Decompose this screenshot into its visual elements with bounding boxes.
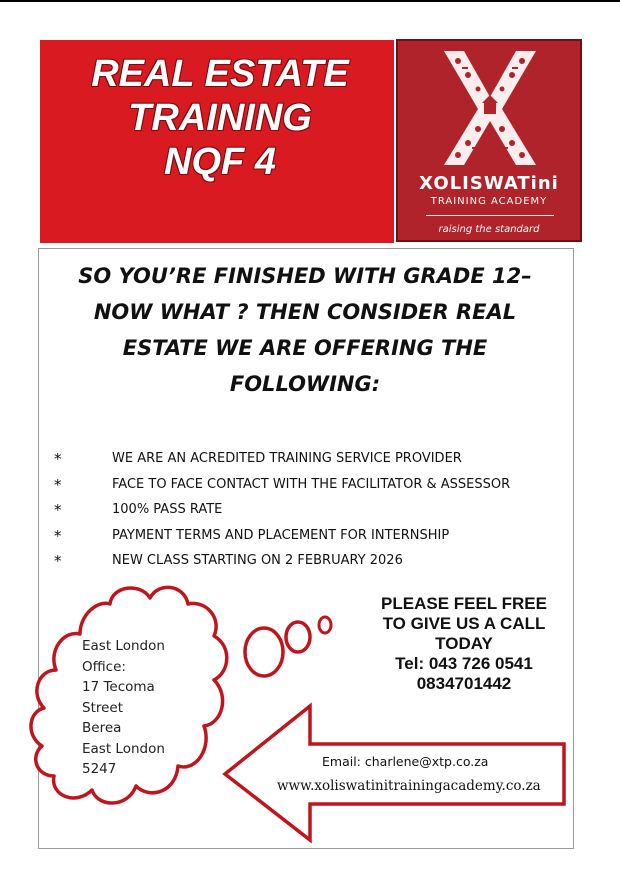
banner-title-line: NQF 4 [164, 141, 276, 183]
bullet-star: * [54, 450, 62, 468]
headline-line: FOLLOWING: [229, 372, 381, 396]
headline-line: NOW WHAT ? THEN CONSIDER REAL [93, 300, 517, 324]
arrow-shape [225, 706, 564, 840]
thought-bubble-large [245, 628, 283, 676]
bullet-star: * [54, 552, 62, 570]
address-line: East London [82, 638, 165, 654]
call-to-action [354, 594, 574, 694]
address-line: Street [82, 699, 124, 716]
bullet-star: * [54, 475, 62, 494]
feature-text: WE ARE AN ACREDITED TRAINING SERVICE PROVIDER [112, 451, 462, 466]
address-line: 5247 [82, 761, 117, 777]
headline-line: ESTATE WE ARE OFFERING THE [122, 336, 488, 360]
website-link[interactable]: www.xoliswatinitrainingacademy.co.za [277, 778, 541, 794]
office-address [82, 636, 192, 780]
bullet-star: * [54, 526, 62, 545]
logo-subtitle: TRAINING ACADEMY [430, 196, 548, 207]
cta-line: TO GIVE US A CALL [382, 614, 546, 633]
address-line: Office: [82, 658, 126, 675]
logo-tagline: raising the standard [438, 224, 540, 235]
feature-text: FACE TO FACE CONTACT WITH THE FACILITATOR & ASSESSOR [112, 476, 511, 492]
address-line: East London [82, 740, 165, 757]
banner-title-line: REAL ESTATE [91, 53, 349, 95]
email-link[interactable]: Email: charlene@xtp.co.za [322, 754, 489, 769]
cta-line: PLEASE FEEL FREE [381, 594, 547, 613]
thought-bubble-small [319, 617, 331, 633]
cta-phone[interactable]: Tel: 043 726 0541 [395, 654, 533, 673]
bullet-star: * [54, 501, 62, 519]
cta-mobile[interactable]: 0834701442 [416, 674, 512, 693]
feature-text: PAYMENT TERMS AND PLACEMENT FOR INTERNSHIP [112, 527, 450, 543]
cta-line: TODAY [435, 634, 493, 653]
address-line: 17 Tecoma [82, 679, 155, 695]
address-line: Berea [82, 720, 122, 736]
feature-text: NEW CLASS STARTING ON 2 FEBRUARY 2026 [112, 553, 403, 568]
logo-brand-name: XOLISWATini [419, 173, 559, 194]
feature-text: 100% PASS RATE [112, 502, 223, 517]
banner-title-line: TRAINING [128, 97, 312, 139]
headline-line: SO YOU’RE FINISHED WITH GRADE 12– [78, 264, 532, 288]
thought-bubble-medium [286, 622, 310, 652]
